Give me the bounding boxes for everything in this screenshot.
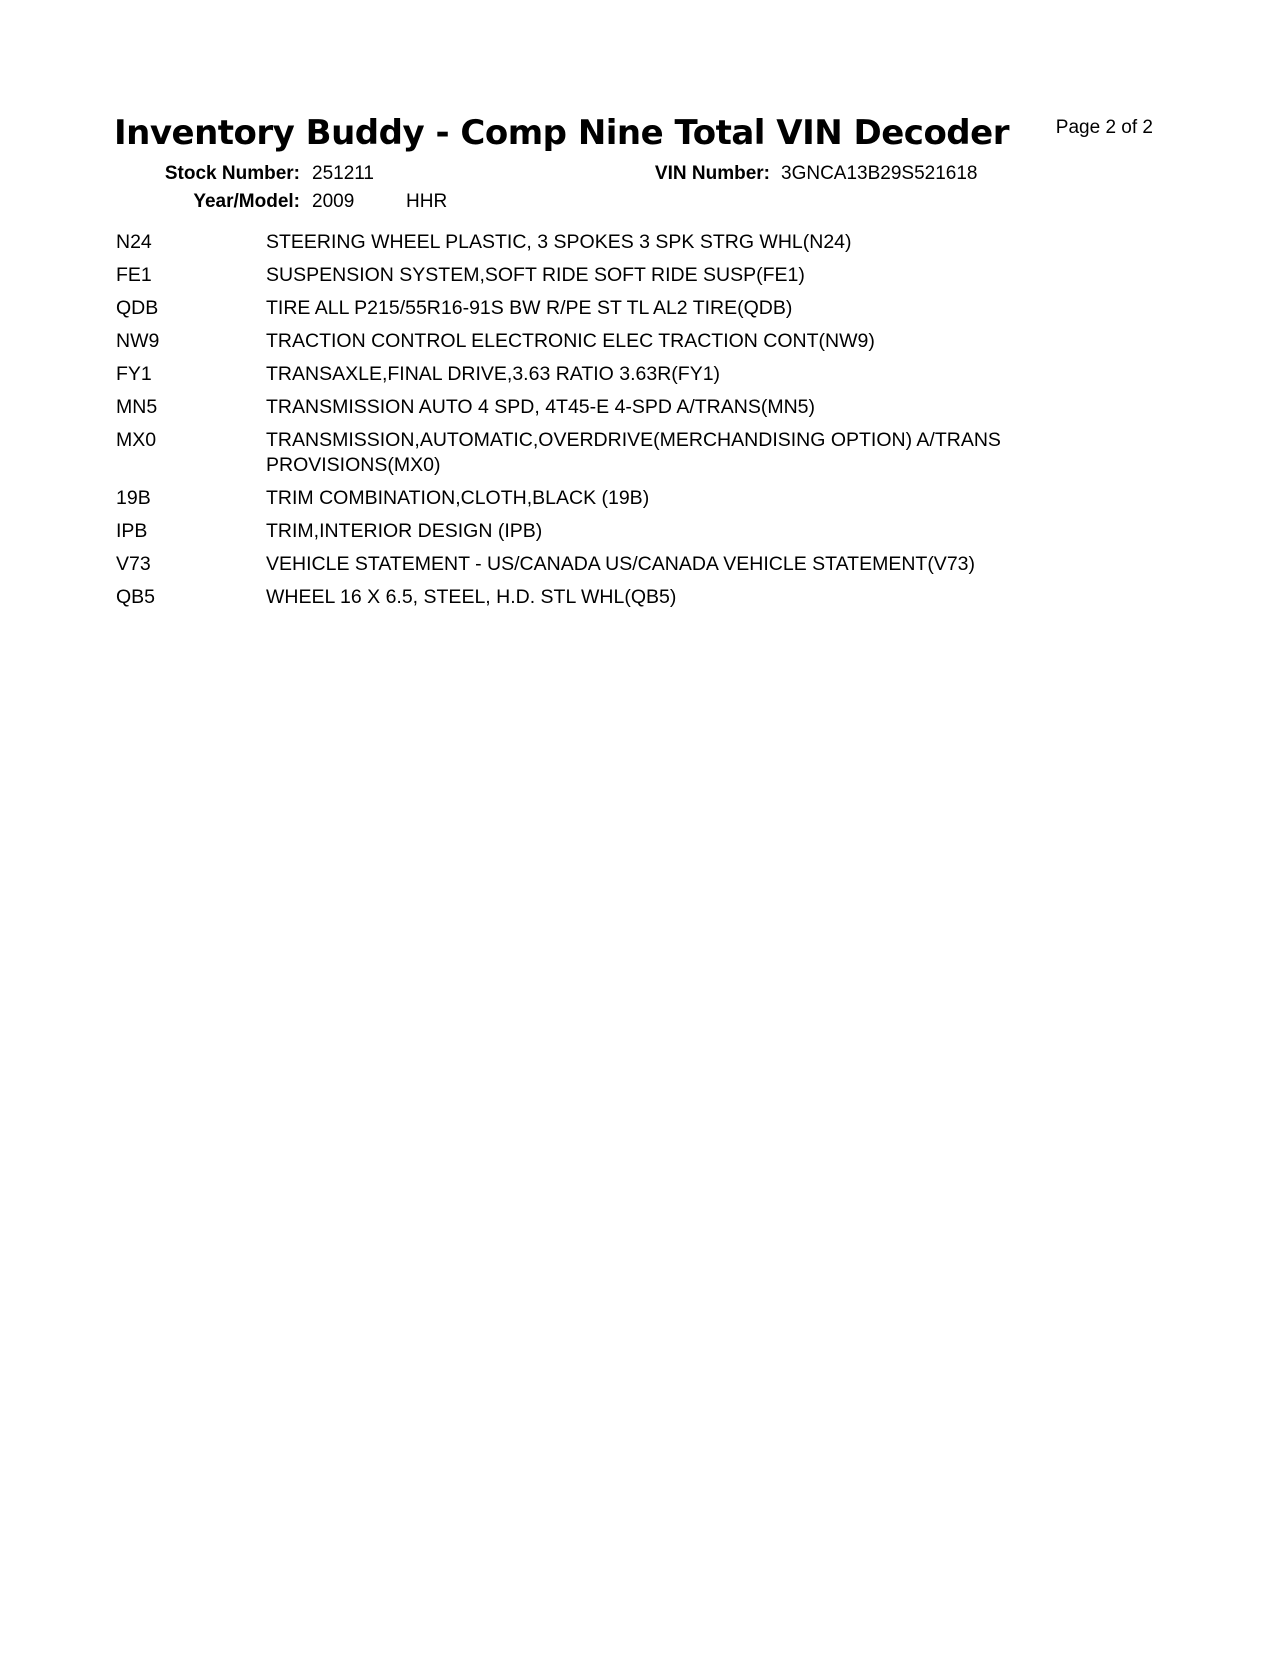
year-value: 2009 [312,191,355,212]
option-code: MX0 [116,429,157,451]
option-row [116,395,1166,420]
option-code: QB5 [116,586,156,608]
option-description: WHEEL 16 X 6.5, STEEL, H.D. STL WHL(QB5) [266,586,677,608]
vin-number-value: 3GNCA13B29S521618 [781,163,978,184]
option-code: V73 [116,553,151,575]
page-title: Inventory Buddy - Comp Nine Total VIN Decoder [114,113,1009,153]
option-row [116,329,1166,354]
option-description: TRANSAXLE,FINAL DRIVE,3.63 RATIO 3.63R(FY1) [266,363,721,385]
stock-number-value: 251211 [312,163,374,184]
option-description: TRIM COMBINATION,CLOTH,BLACK (19B) [266,487,650,509]
option-code: FY1 [116,363,152,385]
model-value: HHR [406,191,448,212]
option-row [116,230,1166,255]
stock-number-label: Stock Number: [164,163,300,184]
option-row [116,362,1166,387]
option-row [116,263,1166,288]
option-code: N24 [116,231,152,253]
option-row [116,585,1166,610]
option-code: IPB [116,520,148,542]
option-description: TRACTION CONTROL ELECTRONIC ELEC TRACTION CONT(NW9) [266,330,875,352]
option-code: FE1 [116,264,152,286]
option-row [116,428,1166,478]
option-description: TRIM,INTERIOR DESIGN (IPB) [266,520,543,542]
option-description: VEHICLE STATEMENT - US/CANADA US/CANADA VEHICLE STATEMENT(V73) [266,553,975,575]
option-code: 19B [116,487,151,509]
options-list [116,230,1166,618]
option-code: MN5 [116,396,158,418]
option-description: TIRE ALL P215/55R16-91S BW R/PE ST TL AL2 TIRE(QDB) [266,297,793,319]
year-model-label: Year/Model: [193,191,300,212]
vin-number-label: VIN Number: [654,163,770,184]
option-code: NW9 [116,330,160,352]
option-description: STEERING WHEEL PLASTIC, 3 SPOKES 3 SPK STRG WHL(N24) [266,231,852,253]
option-row [116,486,1166,511]
option-row [116,519,1166,544]
page-number: Page 2 of 2 [1055,117,1153,138]
option-description: TRANSMISSION,AUTOMATIC,OVERDRIVE(MERCHANDISING OPTION) A/TRANS PROVISIONS(MX0) [266,429,1001,476]
option-description: SUSPENSION SYSTEM,SOFT RIDE SOFT RIDE SUSP(FE1) [266,264,805,286]
option-row [116,552,1166,577]
option-code: QDB [116,297,159,319]
option-row [116,296,1166,321]
option-description: TRANSMISSION AUTO 4 SPD, 4T45-E 4-SPD A/TRANS(MN5) [266,396,816,418]
